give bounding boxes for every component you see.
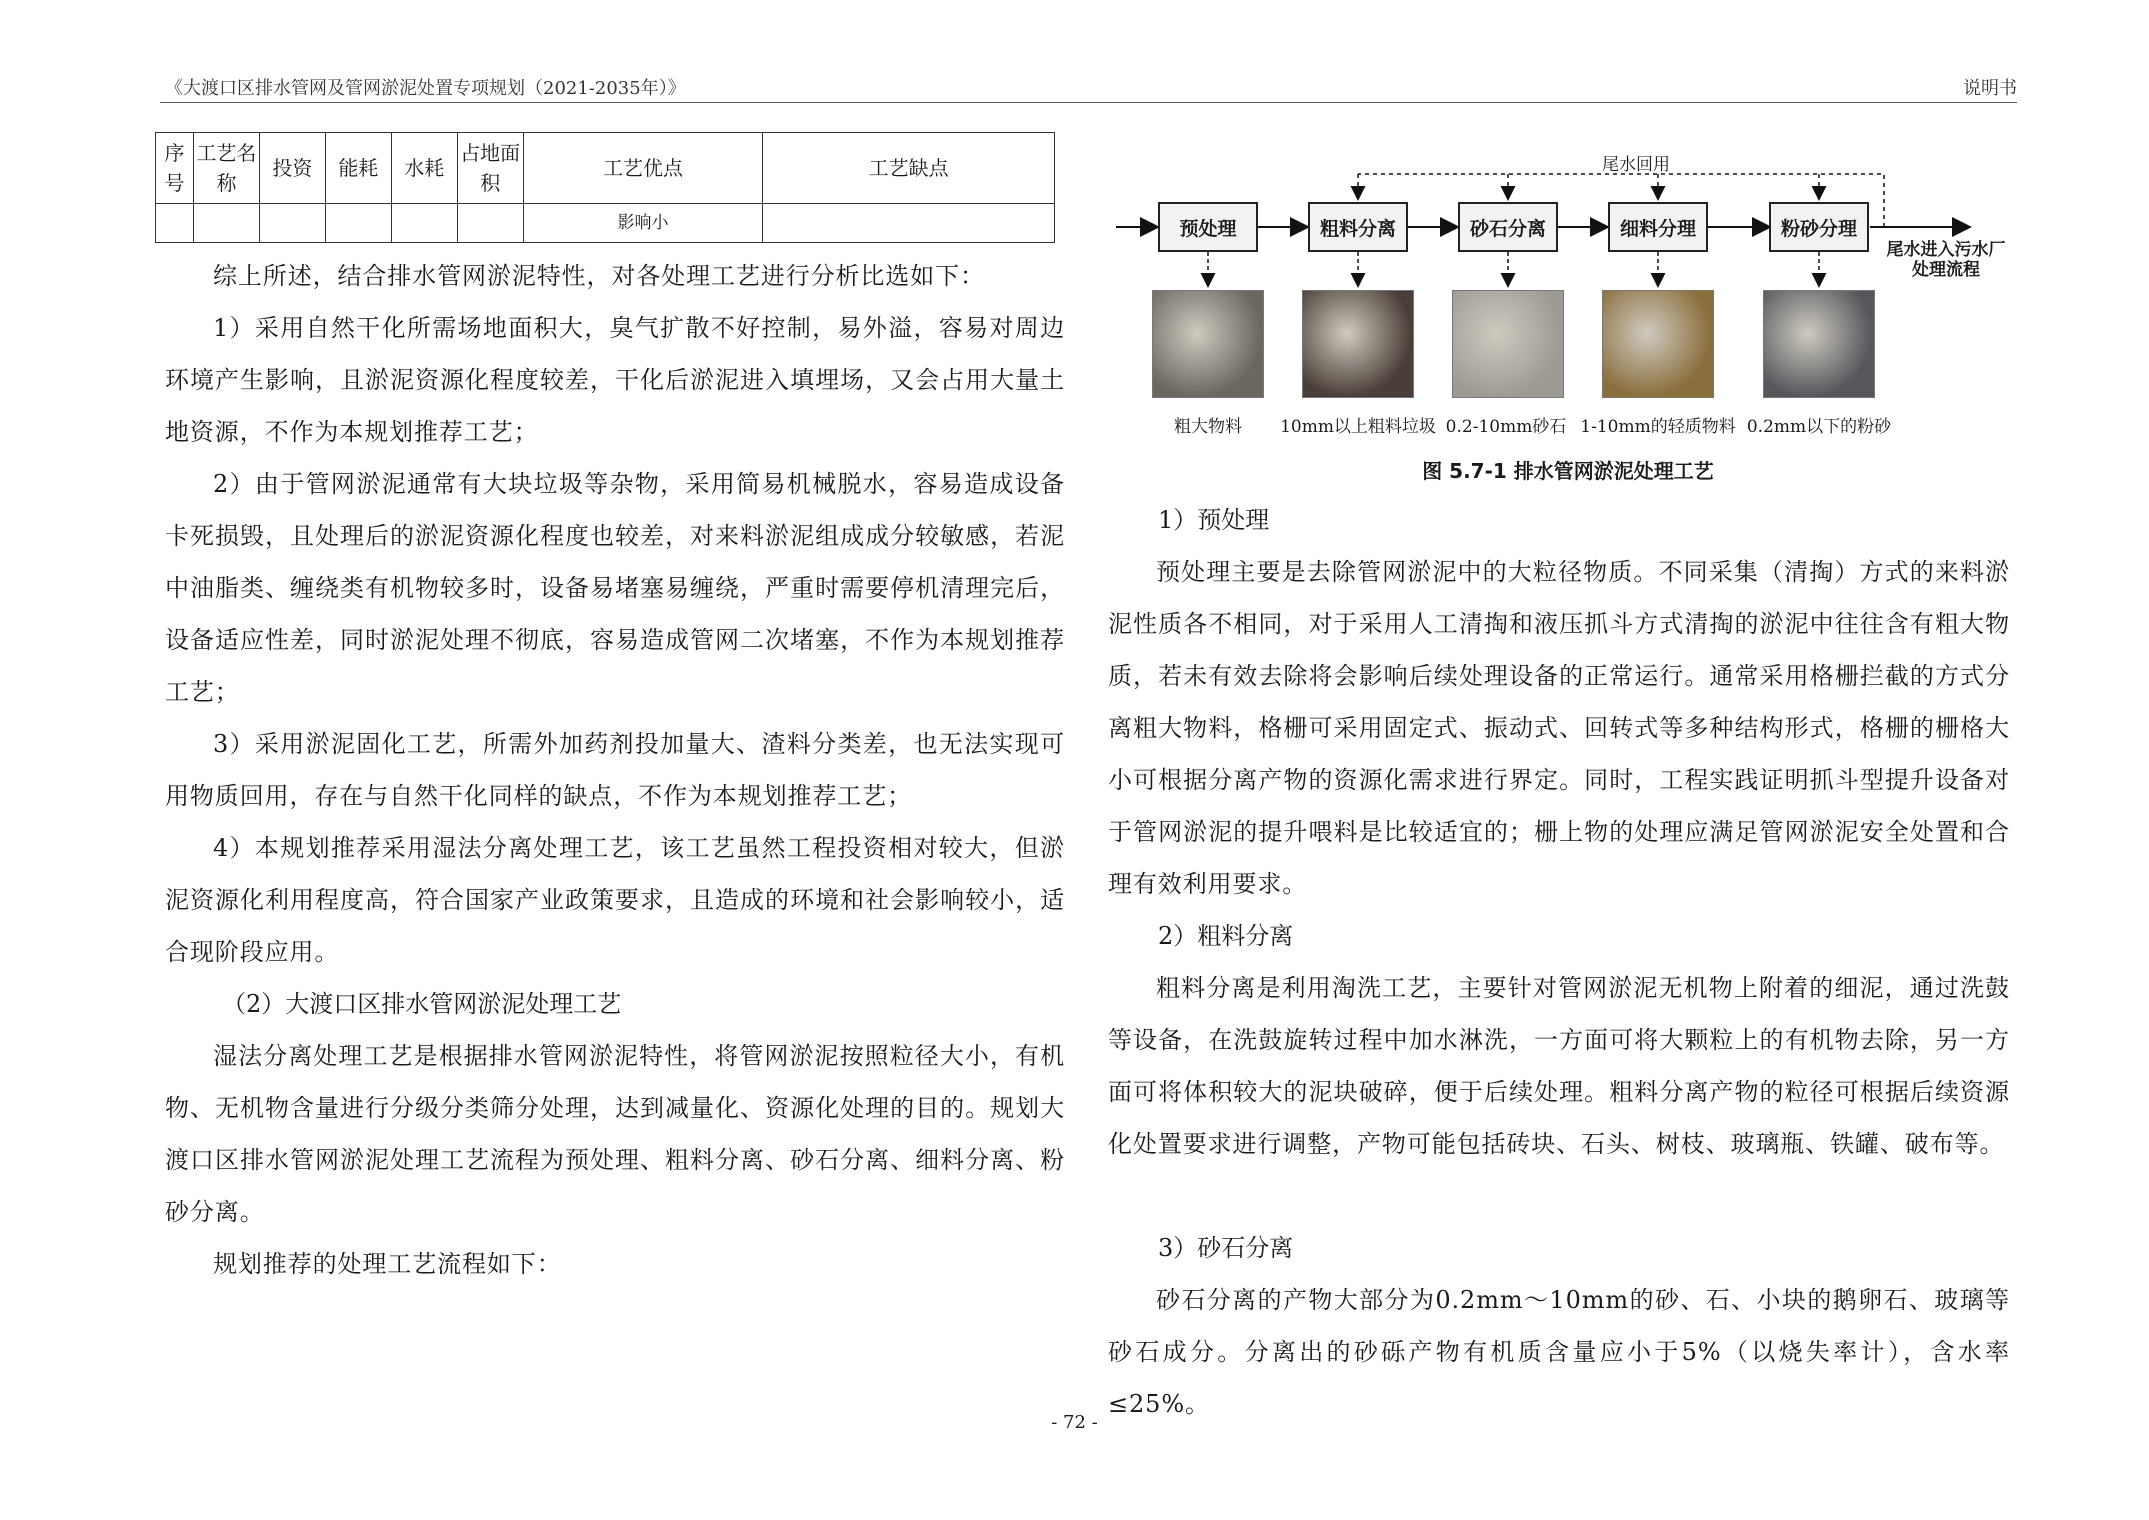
photo-gravel — [1452, 290, 1564, 398]
photo-light-material — [1602, 290, 1714, 398]
step-silt-separation: 粉砂分理 — [1769, 202, 1869, 252]
photo-caption: 10mm以上粗料垃圾 — [1280, 417, 1436, 437]
outflow-label: 尾水进入污水厂处理流程 — [1886, 240, 2006, 280]
subheading-coarse-separation: 2）粗料分离 — [1158, 922, 1294, 950]
page-header-title: 《大渡口区排水管网及管网淤泥处置专项规划（2021-2035年）》 — [165, 78, 686, 99]
table-cell — [325, 204, 391, 243]
step-pretreatment: 预处理 — [1158, 202, 1258, 252]
table-row — [156, 204, 1055, 243]
table-cell — [763, 204, 1055, 243]
subheading-sand-separation: 3）砂石分离 — [1158, 1234, 1294, 1262]
photo-coarse-garbage — [1302, 290, 1414, 398]
section-heading: （2）大渡口区排水管网淤泥处理工艺 — [222, 990, 622, 1018]
process-intro-paragraph: 规划推荐的处理工艺流程如下： — [213, 1250, 562, 1278]
table-header-cell: 占地面积 — [457, 133, 523, 204]
table-cell — [259, 204, 325, 243]
table-header-row — [156, 133, 1055, 204]
photo-caption: 粗大物料 — [1174, 417, 1242, 437]
photo-caption: 0.2mm以下的粉砂 — [1746, 417, 1892, 437]
photo-caption: 0.2-10mm砂石 — [1445, 417, 1567, 437]
photo-caption: 1-10mm的轻质物料 — [1580, 417, 1736, 437]
step-coarse-separation: 粗料分离 — [1308, 202, 1408, 252]
summary-paragraph: 综上所述，结合排水管网淤泥特性，对各处理工艺进行分析比选如下： — [213, 262, 985, 290]
return-water-label: 尾水回用 — [1602, 155, 1670, 175]
page-number: - 72 - — [1051, 1412, 1098, 1433]
option-2-paragraph: 2）由于管网淤泥通常有大块垃圾等杂物，采用简易机械脱水，容易造成设备卡死损毁，且处理后的淤泥资源化程度也较差，对来料淤泥组成成分较敏感，若泥中油脂类、缠绕类有机物较多时，设备易堵塞易缠绕，严重时需要停机清理完后，设备适应性差，同时淤泥处理不彻底，容易造成管网二次堵塞，不作为本规划推荐工艺； — [165, 470, 1065, 706]
header-divider — [160, 102, 2017, 103]
coarse-separation-paragraph: 粗料分离是利用淘洗工艺，主要针对管网淤泥无机物上附着的细泥，通过洗鼓等设备，在洗鼓旋转过程中加水淋洗，一方面可将大颗粒上的有机物去除，另一方面可将体积较大的泥块破碎，便于后续处理。粗料分离产物的粒径可根据后续资源化处置要求进行调整，产物可能包括砖块、石头、树枝、玻璃瓶、铁罐、破布等。 — [1108, 974, 2010, 1158]
table-header-cell: 工艺名称 — [193, 133, 259, 204]
sand-separation-paragraph: 砂石分离的产物大部分为0.2mm～10mm的砂、石、小块的鹅卵石、玻璃等砂石成分。分离出的砂砾产物有机质含量应小于5%（以烧失率计），含水率≤25%。 — [1108, 1286, 2010, 1418]
table-cell — [193, 204, 259, 243]
page-header-section: 说明书 — [1963, 78, 2017, 99]
figure-title: 图 5.7-1 排水管网淤泥处理工艺 — [1422, 459, 1714, 483]
subheading-pretreatment: 1）预处理 — [1158, 506, 1270, 534]
table-header-cell: 工艺缺点 — [763, 133, 1055, 204]
photo-silt — [1763, 290, 1875, 398]
table-cell — [156, 204, 194, 243]
table-header-cell: 序号 — [156, 133, 194, 204]
table-cell — [391, 204, 457, 243]
step-sand-separation: 砂石分离 — [1458, 202, 1558, 252]
table-header-cell: 能耗 — [325, 133, 391, 204]
option-3-paragraph: 3）采用淤泥固化工艺，所需外加药剂投加量大、渣料分类差，也无法实现可用物质回用，存在与自然干化同样的缺点，不作为本规划推荐工艺； — [165, 730, 1065, 810]
photo-coarse-debris — [1152, 290, 1264, 398]
table-header-cell: 工艺优点 — [523, 133, 763, 204]
option-4-paragraph: 4）本规划推荐采用湿法分离处理工艺，该工艺虽然工程投资相对较大，但淤泥资源化利用程度高，符合国家产业政策要求，且造成的环境和社会影响较小，适合现阶段应用。 — [165, 834, 1065, 966]
table-cell — [457, 204, 523, 243]
table-cell: 影响小 — [523, 204, 763, 243]
pretreatment-paragraph: 预处理主要是去除管网淤泥中的大粒径物质。不同采集（清掏）方式的来料淤泥性质各不相同，对于采用人工清掏和液压抓斗方式清掏的淤泥中往往含有粗大物质，若未有效去除将会影响后续处理设备的正常运行。通常采用格栅拦截的方式分离粗大物料，格栅可采用固定式、振动式、回转式等多种结构形式，格栅的栅格大小可根据分离产物的资源化需求进行界定。同时，工程实践证明抓斗型提升设备对于管网淤泥的提升喂料是比较适宜的；栅上物的处理应满足管网淤泥安全处置和合理有效利用要求。 — [1108, 558, 2010, 898]
comparison-table — [155, 132, 1055, 243]
process-figure — [1108, 140, 2028, 483]
table-header-cell: 投资 — [259, 133, 325, 204]
process-paragraph: 湿法分离处理工艺是根据排水管网淤泥特性，将管网淤泥按照粒径大小，有机物、无机物含量进行分级分类筛分处理，达到减量化、资源化处理的目的。规划大渡口区排水管网淤泥处理工艺流程为预处理、粗料分离、砂石分离、细料分离、粉砂分离。 — [165, 1042, 1065, 1226]
step-fine-separation: 细料分理 — [1608, 202, 1708, 252]
table-header-cell: 水耗 — [391, 133, 457, 204]
option-1-paragraph: 1）采用自然干化所需场地面积大，臭气扩散不好控制，易外溢，容易对周边环境产生影响，且淤泥资源化程度较差，干化后淤泥进入填埋场，又会占用大量土地资源，不作为本规划推荐工艺； — [165, 314, 1065, 446]
